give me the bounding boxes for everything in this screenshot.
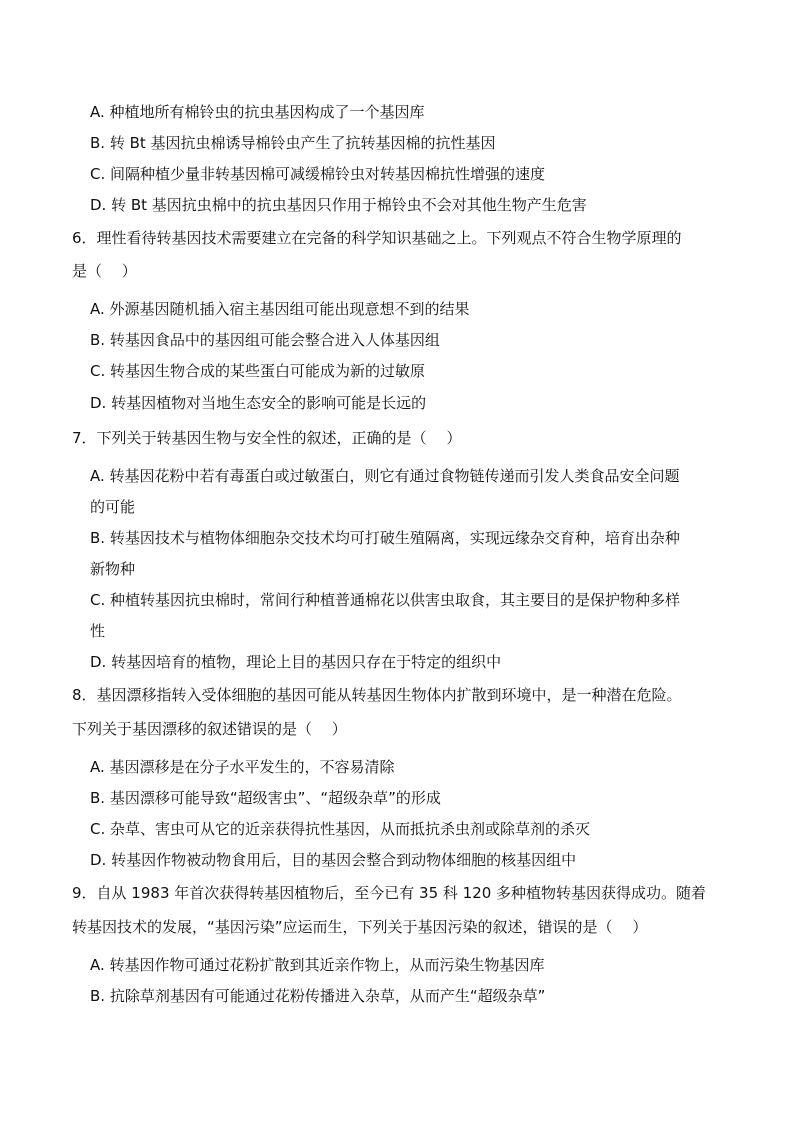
q8-stem-line1: 8．基因漂移指转入受体细胞的基因可能从转基因生物体内扩散到环境中，是一种潜在危险。 bbox=[72, 686, 682, 704]
q5-option-a: A. 种植地所有棉铃虫的抗虫基因构成了一个基因库 bbox=[90, 103, 425, 121]
q7-option-b-line2: 新物种 bbox=[90, 560, 136, 578]
q6-option-a: A. 外源基因随机插入宿主基因组可能出现意想不到的结果 bbox=[90, 300, 470, 318]
q7-stem: 7．下列关于转基因生物与安全性的叙述，正确的是（ ） bbox=[72, 429, 462, 447]
q8-option-a: A. 基因漂移是在分子水平发生的，不容易清除 bbox=[90, 758, 395, 776]
q5-option-d: D. 转 Bt 基因抗虫棉中的抗虫基因只作用于棉铃虫不会对其他生物产生危害 bbox=[90, 196, 587, 214]
q7-option-a-line1: A. 转基因花粉中若有毒蛋白或过敏蛋白，则它有通过食物链传递而引发人类食品安全问题 bbox=[90, 467, 680, 485]
q9-stem-line2: 转基因技术的发展，“基因污染”应运而生，下列关于基因污染的叙述，错误的是（ ） bbox=[72, 918, 648, 936]
q7-option-b-line1: B. 转基因技术与植物体细胞杂交技术均可打破生殖隔离，实现远缘杂交育种，培育出杂种 bbox=[90, 529, 680, 547]
q7-option-c-line1: C. 种植转基因抗虫棉时，常间行种植普通棉花以供害虫取食，其主要目的是保护物种多样 bbox=[90, 591, 681, 609]
q8-option-d: D. 转基因作物被动物食用后，目的基因会整合到动物体细胞的核基因组中 bbox=[90, 851, 577, 869]
q8-option-b: B. 基因漂移可能导致“超级害虫”、“超级杂草”的形成 bbox=[90, 789, 441, 807]
q7-option-c-line2: 性 bbox=[90, 622, 106, 640]
q7-option-d: D. 转基因培育的植物，理论上目的基因只存在于特定的组织中 bbox=[90, 653, 502, 671]
q9-stem-line1: 9．自从 1983 年首次获得转基因植物后，至今已有 35 科 120 多种植物转基因获得成功。随着 bbox=[72, 884, 707, 902]
q6-stem-line1: 6．理性看待转基因技术需要建立在完备的科学知识基础之上。下列观点不符合生物学原理的 bbox=[72, 229, 682, 247]
q6-option-b: B. 转基因食品中的基因组可能会整合进入人体基因组 bbox=[90, 331, 440, 349]
q9-option-a: A. 转基因作物可通过花粉扩散到其近亲作物上，从而污染生物基因库 bbox=[90, 956, 545, 974]
q7-option-a-line2: 的可能 bbox=[90, 498, 136, 516]
q6-stem-line2: 是（ ） bbox=[72, 262, 137, 280]
q5-option-c: C. 间隔种植少量非转基因棉可减缓棉铃虫对转基因棉抗性增强的速度 bbox=[90, 165, 546, 183]
q5-option-b: B. 转 Bt 基因抗虫棉诱导棉铃虫产生了抗转基因棉的抗性基因 bbox=[90, 134, 496, 152]
q9-option-b: B. 抗除草剂基因有可能通过花粉传播进入杂草，从而产生“超级杂草” bbox=[90, 987, 546, 1005]
q8-stem-line2: 下列关于基因漂移的叙述错误的是（ ） bbox=[72, 720, 347, 738]
q6-option-d: D. 转基因植物对当地生态安全的影响可能是长远的 bbox=[90, 394, 427, 412]
q8-option-c: C. 杂草、害虫可从它的近亲获得抗性基因，从而抵抗杀虫剂或除草剂的杀灭 bbox=[90, 820, 591, 838]
q6-option-c: C. 转基因生物合成的某些蛋白可能成为新的过敏原 bbox=[90, 362, 426, 380]
